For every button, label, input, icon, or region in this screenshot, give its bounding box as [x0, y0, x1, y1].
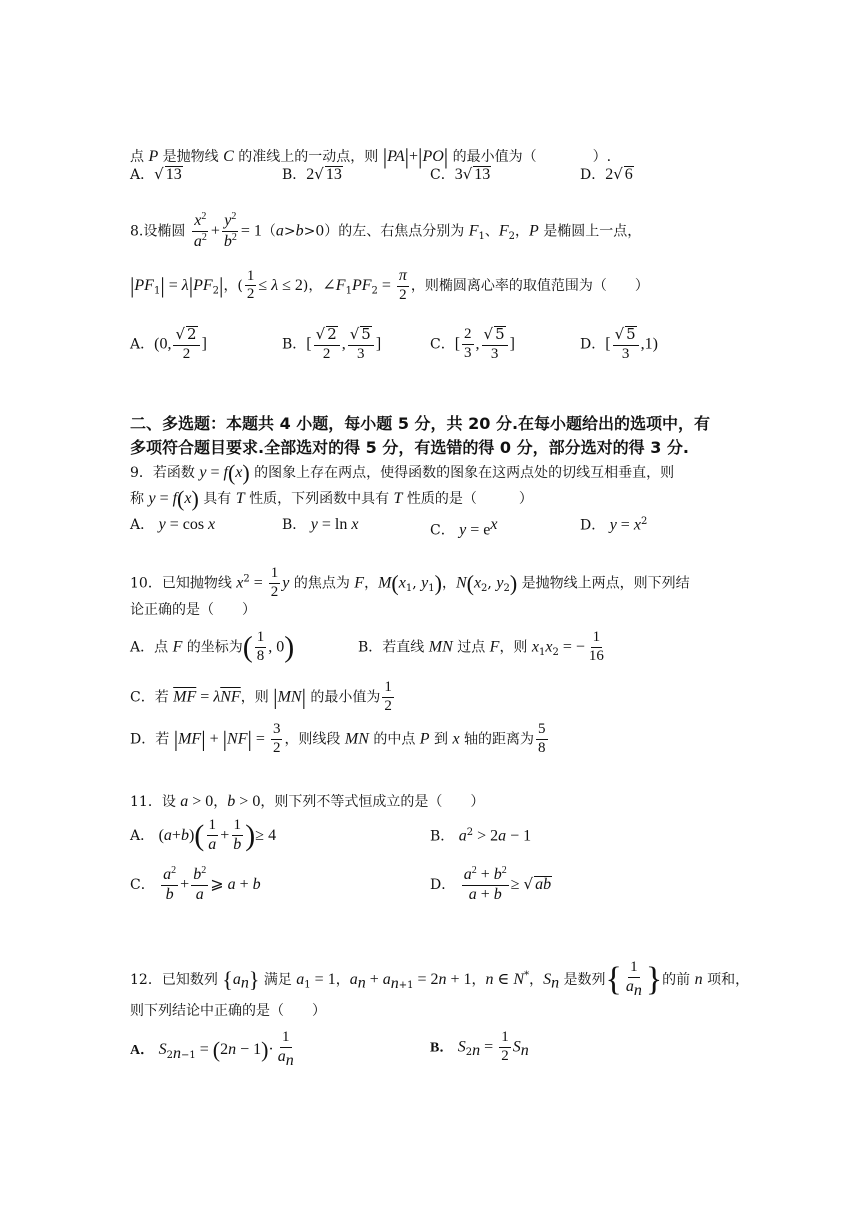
q7-stem: 点 P 是抛物线 C 的准线上的一动点，则 |PA|+|PO| 的最小值为（ ）.	[130, 144, 612, 169]
q10-option-c[interactable]: C．若 $\overline{MF} = \lambda\overline{NF}$，则 |MN| 的最小值为 $\frac{1}{2}$	[130, 679, 392, 714]
q9-option-d[interactable]: D． $y = x^2$	[580, 516, 648, 534]
q7-option-c[interactable]: C．3√ 13	[430, 165, 491, 183]
q8-line2: $|PF_1| = \lambda|PF_2|$，( $\frac{1}{2}$ ≤ λ ≤ 2)，$\angle F_1PF_2$ = $\frac{\pi}{2}$ ，则椭圆离心率的取值范围为（ ）	[130, 267, 649, 303]
q11-option-c[interactable]: C． $\frac{a^2}{b}$ + $\frac{b^2}{a}$ ⩾ a + b	[130, 865, 261, 903]
section-heading-line2: 多项符合题目要求.全部选对的得 5 分，有选错的得 0 分，部分选对的得 3 分.	[130, 438, 689, 457]
q7-option-d[interactable]: D．2√ 6	[580, 165, 633, 183]
q8-option-b[interactable]: B．[ $\frac{√ 2}{2}$ , $\frac{√ 5}{3}$ ]	[282, 325, 382, 362]
q10-line2: 论正确的是（ ）	[130, 602, 256, 618]
q11-stem: 11．设 a > 0，b > 0，则下列不等式恒成立的是（ ）	[130, 793, 485, 810]
q10-line1: 10．已知抛物线 $x^2$ = $\frac{1}{2}$ y 的焦点为 F，$M(x_1$, $y_1$)，$N(x_2$, $y_2$) 是抛物线上两点，则下列结	[130, 565, 690, 600]
q12-line2: 则下列结论中正确的是（ ）	[130, 1003, 326, 1019]
q9-option-c[interactable]: C． $y = e^x$	[430, 516, 498, 539]
q12-line1: 12．已知数列 $\{a_n\}$ 满足 $a_1 = 1$，$a_n + a_{n+1} = 2n + 1$，n ∈ N*，$S_n$ 是数列{ $\frac{1}{a_n}$ }的前 n 项和，	[130, 959, 750, 999]
q7-option-a[interactable]: A．√ 13	[130, 165, 182, 183]
q9-line1: 9．若函数 y = f(x) 的图象上存在两点，使得函数的图象在这两点处的切线互相垂直，则	[130, 460, 675, 485]
q9-line2: 称 y = f(x) 具有 T 性质，下列函数中具有 T 性质的是（ ）	[130, 486, 533, 511]
section-heading-line1: 二、多选题：本题共 4 小题，每小题 5 分，共 20 分.在每小题给出的选项中，有	[130, 414, 711, 433]
q10-option-a[interactable]: A．点 F 的坐标为( $\frac{1}{8}$ , 0)	[130, 629, 295, 664]
q8-option-c[interactable]: C．[ $\frac{2}{3}$ , $\frac{√ 5}{3}$ ]	[430, 325, 515, 362]
q9-option-a[interactable]: A． y = cos x	[130, 516, 216, 533]
q11-option-b[interactable]: B． $a^2 > 2a - 1$	[430, 827, 532, 845]
q8-option-d[interactable]: D．[ $\frac{√ 5}{3}$ ,1)	[580, 325, 658, 362]
q11-option-d[interactable]: D． $\frac{a^2 + b^2}{a + b}$ ≥ √ ab	[430, 865, 552, 903]
q11-option-a[interactable]: A． (a+b)( $\frac{1}{a}$ + $\frac{1}{b}$ )≥ 4	[130, 817, 277, 853]
q10-option-b[interactable]: B．若直线 MN 过点 F，则 $x_1x_2$ = − $\frac{1}{16}$	[358, 629, 604, 664]
q12-option-a[interactable]: A． $S_{2n-1} = (2n - 1)\cdot$ $\frac{1}{a_n}$	[130, 1029, 294, 1069]
q9-option-b[interactable]: B． y = ln x	[282, 516, 359, 533]
q8-line1: 8.设椭圆 $\frac{x^2}{a^2}$ + $\frac{y^2}{b^2}$ = 1（a>b>0）的左、右焦点分别为 $F_1$、$F_2$，P 是椭圆上一点，	[130, 211, 642, 250]
q7-option-b[interactable]: B．2√ 13	[282, 165, 342, 183]
q8-option-a[interactable]: A．(0, $\frac{√ 2}{2}$ ]	[130, 325, 207, 362]
q10-option-d[interactable]: D．若 |MF| + |NF| = $\frac{3}{2}$ ，则线段 MN 的中点 P 到 x 轴的距离为 $\frac{5}{8}$	[130, 721, 546, 756]
q12-option-b[interactable]: B． $S_{2n}$ = $\frac{1}{2}$ $S_n$	[430, 1029, 529, 1064]
